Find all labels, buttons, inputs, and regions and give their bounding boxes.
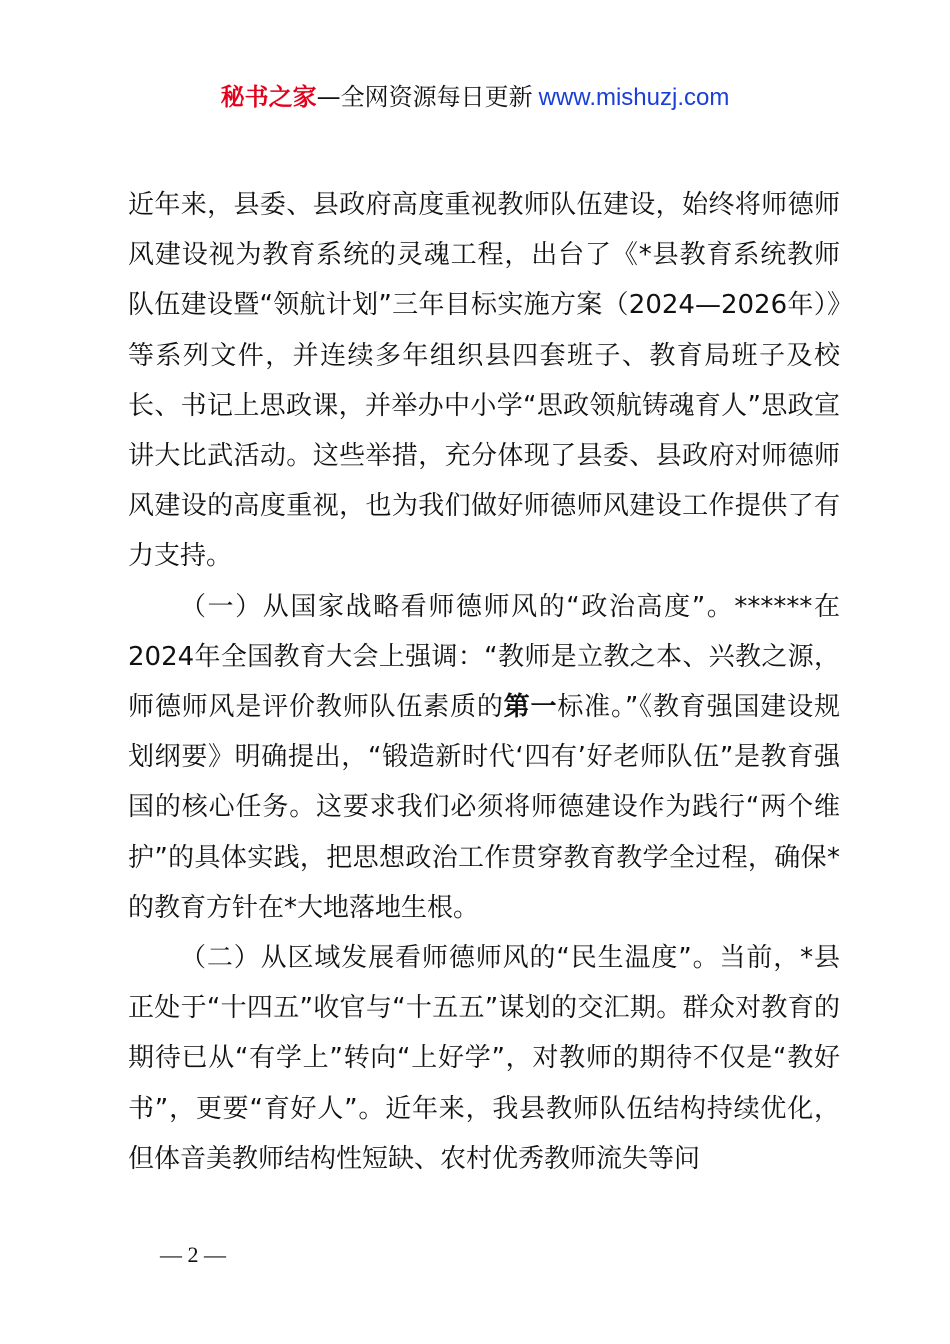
document-body	[128, 180, 840, 1184]
paragraph-political-height-part1: （一）从国家战略看师德师风的“政治高度”。******在2024年全国教育大会上强调：“教师是立教之本、兴教之源，师德师风是评价教师队伍素质的	[128, 591, 840, 723]
header-dash: —	[316, 83, 341, 111]
header-slogan: 全网资源每日更新	[340, 83, 533, 111]
page-number: — 2 —	[160, 1242, 226, 1267]
paragraph-intro: 近年来，县委、县政府高度重视教师队伍建设，始终将师德师风建设视为教育系统的灵魂工程，出台了《*县教育系统教师队伍建设暨“领航计划”三年目标实施方案（2024—2026年）》等系列文件，并连续多年组织县四套班子、教育局班子及校长、书记上思政课，并举办中小学“思政领航铸魂育人”思政宣讲大比武活动。这些举措，充分体现了县委、县政府对师德师风建设的高度重视，也为我们做好师德师风建设工作提供了有力支持。	[128, 190, 840, 572]
watermark-header	[0, 80, 950, 115]
brand-name: 秘书之家	[220, 83, 317, 111]
paragraph-political-height-part2: 标准。”《教育强国建设规划纲要》明确提出，“锻造新时代‘四有’好老师队伍”是教育强国的核心任务。这要求我们必须将师德建设作为践行“两个维护”的具体实践，把思想政治工作贯穿教育教学全过程，确保*的教育方针在*大地落地生根。	[128, 692, 840, 923]
paragraph-political-height	[128, 582, 840, 933]
bold-first: 第一	[503, 692, 558, 723]
paragraph-livelihood-warmth: （二）从区域发展看师德师风的“民生温度”。当前，*县正处于“十四五”收官与“十五五”谋划的交汇期。群众对教育的期待已从“有学上”转向“上好学”，对教师的期待不仅是“教好书”，更要“育好人”。近年来，我县教师队伍结构持续优化，但体音美教师结构性短缺、农村优秀教师流失等问	[128, 943, 840, 1174]
header-url: www.mishuzj.com	[538, 84, 730, 111]
